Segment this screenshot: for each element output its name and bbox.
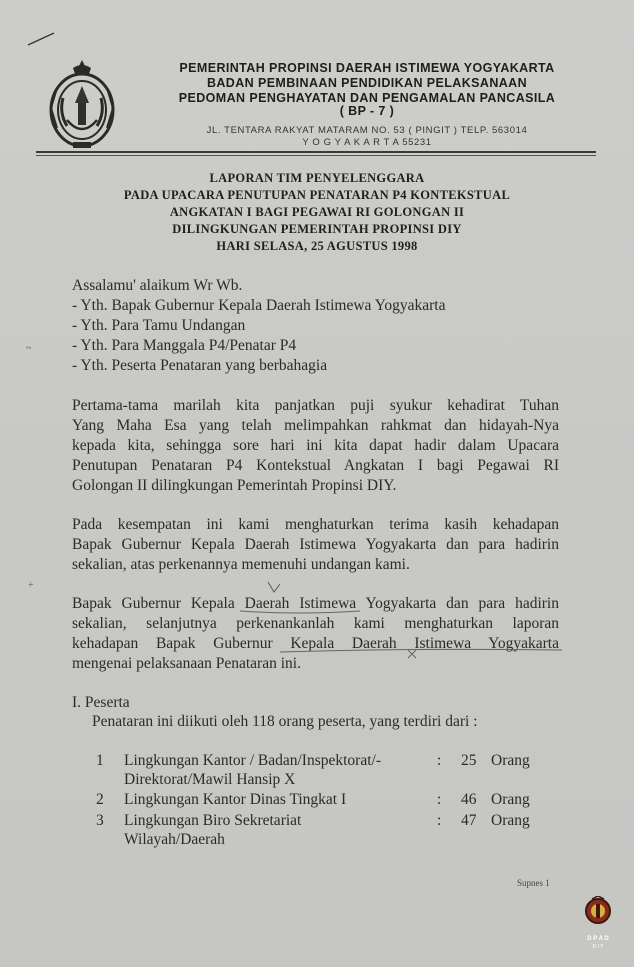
paragraph-1-line: Pertama-tama marilah kita panjatkan puji syukur kehadirat Tuhan [72, 397, 559, 414]
paragraph-2-line: Bapak Gubernur Kepala Daerah Istimewa Yogyakarta dan para hadirin [72, 536, 559, 553]
row-count: 25 [461, 752, 477, 769]
row-label: Lingkungan Biro Sekretariat [124, 812, 302, 829]
province-emblem [45, 58, 120, 152]
greeting-item: - Yth. Para Manggala P4/Penatar P4 [72, 337, 297, 354]
row-colon: : [437, 752, 442, 769]
dpad-text: D P A D [587, 936, 609, 942]
letterhead-line-4: ( BP - 7 ) [339, 104, 395, 118]
paragraph-1-line: Yang Maha Esa yang telah melimpahkan rahkmat dan hidayah-Nya [72, 417, 559, 434]
dpad-logo [582, 896, 614, 936]
paragraph-3-line: Bapak Gubernur Kepala Daerah Istimewa Yogyakarta dan para hadirin [72, 595, 559, 612]
title-line-1: LAPORAN TIM PENYELENGGARA [209, 171, 425, 185]
letterhead-line-1: PEMERINTAH PROPINSI DAERAH ISTIMEWA YOGYAKARTA [179, 61, 555, 75]
row-unit: Orang [491, 791, 530, 808]
title-line-2: PADA UPACARA PENUTUPAN PENATARAN P4 KONTEKSTUAL [123, 188, 511, 202]
row-number: 3 [96, 812, 104, 829]
letterhead-line-2: BADAN PEMBINAAN PENDIDIKAN PELAKSANAAN [206, 76, 528, 90]
header-rule-thin [36, 155, 596, 156]
row-number: 2 [96, 791, 104, 808]
paragraph-3-line: sekalian, selanjutnya perkenankanlah kami menghaturkan laporan [72, 615, 559, 632]
title-line-5: HARI SELASA, 25 AGUSTUS 1998 [216, 239, 418, 253]
letterhead-line-3: PEDOMAN PENGHAYATAN DAN PENGAMALAN PANCASILA [178, 91, 556, 105]
paragraph-2-line: Pada kesempatan ini kami menghaturkan terima kasih kehadapan [72, 516, 559, 533]
row-count: 46 [461, 791, 477, 808]
header-rule-thick [36, 151, 596, 153]
margin-mark: ~ [26, 343, 32, 354]
title-line-3: ANGKATAN I BAGI PEGAWAI RI GOLONGAN II [169, 205, 465, 219]
row-count: 47 [461, 812, 477, 829]
row-label: Lingkungan Kantor / Badan/Inspektorat/- [124, 752, 381, 769]
row-number: 1 [96, 752, 104, 769]
letterhead-address: JL. TENTARA RAKYAT MATARAM NO. 53 ( PINGIT ) TELP. 563014 [206, 125, 528, 136]
pen-mark [26, 30, 56, 48]
margin-mark: + [28, 580, 34, 591]
row-colon: : [437, 791, 442, 808]
row-label: Lingkungan Kantor Dinas Tingkat I [124, 791, 347, 808]
row-unit: Orang [491, 752, 530, 769]
paragraph-1-line: Penutupan Penataran P4 Kontekstual Angkatan I bagi Pegawai RI [72, 457, 559, 474]
letterhead-city: Y O G Y A K A R T A 55231 [302, 137, 432, 148]
row-label-continued: Wilayah/Daerah [124, 831, 225, 848]
row-label-continued: Direktorat/Mawil Hansip X [124, 771, 296, 788]
paragraph-3-line: kehadapan Bapak Gubernur Kepala Daerah Istimewa Yogyakarta [72, 635, 559, 652]
greeting-item: - Yth. Para Tamu Undangan [72, 317, 246, 334]
paragraph-3-line: mengenai pelaksanaan Penataran ini. [72, 655, 301, 672]
handwritten-marks [240, 580, 570, 662]
paragraph-1-line: kepada kita, sehingga sore hari ini kita dapat hadir dalam Upacara [72, 437, 559, 454]
greeting-item: - Yth. Peserta Penataran yang berbahagia [72, 357, 328, 374]
section-heading: I. Peserta [72, 694, 130, 711]
title-line-4: DILINGKUNGAN PEMERINTAH PROPINSI DIY [172, 222, 462, 236]
row-unit: Orang [491, 812, 530, 829]
paragraph-1-line: Golongan II dilingkungan Pemerintah Propinsi DIY. [72, 477, 397, 494]
page-mark: Supnes 1 [517, 878, 550, 888]
dpad-subtext: D I Y [592, 944, 604, 950]
greeting-salam: Assalamu' alaikum Wr Wb. [72, 277, 243, 294]
section-intro: Penataran ini diikuti oleh 118 orang peserta, yang terdiri dari : [92, 713, 478, 730]
greeting-item: - Yth. Bapak Gubernur Kepala Daerah Istimewa Yogyakarta [72, 297, 446, 314]
paragraph-2-line: sekalian, atas perkenannya memenuhi undangan kami. [72, 556, 410, 573]
row-colon: : [437, 812, 442, 829]
